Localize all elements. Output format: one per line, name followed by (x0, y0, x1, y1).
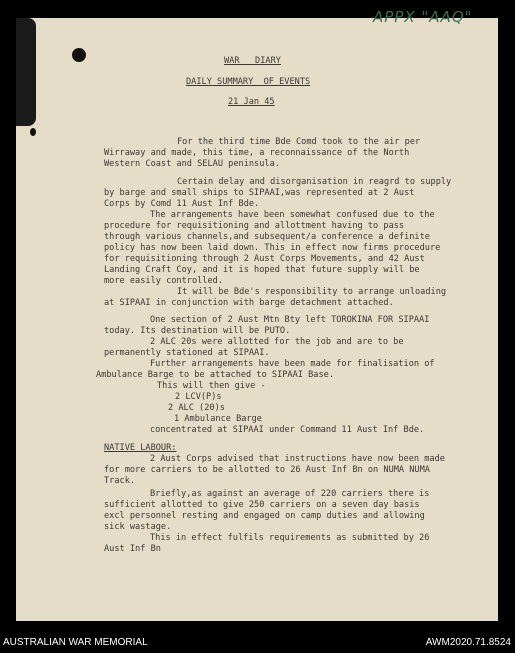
body-line: sick wastage. (104, 522, 172, 532)
punch-hole (72, 48, 86, 62)
body-line: procedure for requisitioning and allottment having to pass (104, 221, 405, 231)
body-line: The arrangements have been somewhat confused due to the (150, 210, 435, 220)
body-line: by barge and small ships to SIPAAI,was represented at 2 Aust (104, 188, 415, 198)
handwritten-appendix-note: APPX "AAQ" (373, 8, 473, 26)
body-line: for requisitioning through 2 Aust Corps Movements, and 42 Aust (104, 254, 425, 264)
body-line: through various channels,and subsequent/a conference a definite (104, 232, 430, 242)
binding-edge (16, 18, 36, 126)
body-line: 2 Aust Corps advised that instructions have now been made (150, 454, 445, 464)
diary-date: 21 Jan 45 (228, 97, 275, 107)
body-line: It will be Bde's responsibility to arrange unloading (177, 287, 447, 297)
archive-footer (0, 632, 515, 653)
body-line: Track. (104, 476, 136, 486)
diary-title: WAR DIARY (224, 56, 281, 66)
body-line: Ambulance Barge to be attached to SIPAAI Base. (96, 370, 334, 380)
body-line: Wirraway and made, this time, a reconnaissance of the North (104, 148, 410, 158)
body-line: Aust Inf Bn (104, 544, 161, 554)
body-line: Further arrangements have been made for finalisation of (150, 359, 435, 369)
body-line: policy has now been laid down. This in effect now firms procedure (104, 243, 441, 253)
body-line: permanently stationed at SIPAAI. (104, 348, 270, 358)
body-line: concentrated at SIPAAI under Command 11 Aust Inf Bde. (150, 425, 425, 435)
body-line: Corps by Comd 11 Aust Inf Bde. (104, 199, 260, 209)
body-line: excl personnel resting and engaged on camp duties and allowing (104, 511, 425, 521)
archive-name: AUSTRALIAN WAR MEMORIAL (3, 637, 148, 648)
body-line: today. Its destination will be PUTO. (104, 326, 291, 336)
section-heading: NATIVE LABOUR: (104, 443, 177, 453)
body-line: Certain delay and disorganisation in reagrd to supply (177, 177, 452, 187)
body-line: 2 ALC 20s were allotted for the job and are to be (150, 337, 404, 347)
body-line: 2 LCV(P)s (175, 392, 222, 402)
body-line: 2 ALC (20)s (168, 403, 225, 413)
body-line: One section of 2 Aust Mtn Bty left TOROKINA FOR SIPAAI (150, 315, 430, 325)
punch-hole (30, 128, 36, 136)
body-line: more easily controlled. (104, 276, 223, 286)
body-line: 1 Ambulance Barge (174, 414, 262, 424)
body-line: Landing Craft Coy, and it is hoped that future supply will be (104, 265, 420, 275)
body-line: Western Coast and SELAU peninsula. (104, 159, 280, 169)
diary-subtitle: DAILY SUMMARY OF EVENTS (186, 77, 311, 87)
body-line: sufficient allotted to give 250 carriers on a seven day basis (104, 500, 420, 510)
body-line: For the third time Bde Comd took to the air per (177, 137, 421, 147)
body-line: Briefly,as against an average of 220 carriers there is (150, 489, 430, 499)
body-line: This will then give - (157, 381, 266, 391)
archive-reference: AWM2020.71.8524 (425, 637, 511, 648)
body-line: This in effect fulfils requirements as submitted by 26 (150, 533, 430, 543)
body-line: for more carriers to be allotted to 26 Aust Inf Bn on NUMA NUMA (104, 465, 430, 475)
body-line: at SIPAAI in conjunction with barge detachment attached. (104, 298, 394, 308)
